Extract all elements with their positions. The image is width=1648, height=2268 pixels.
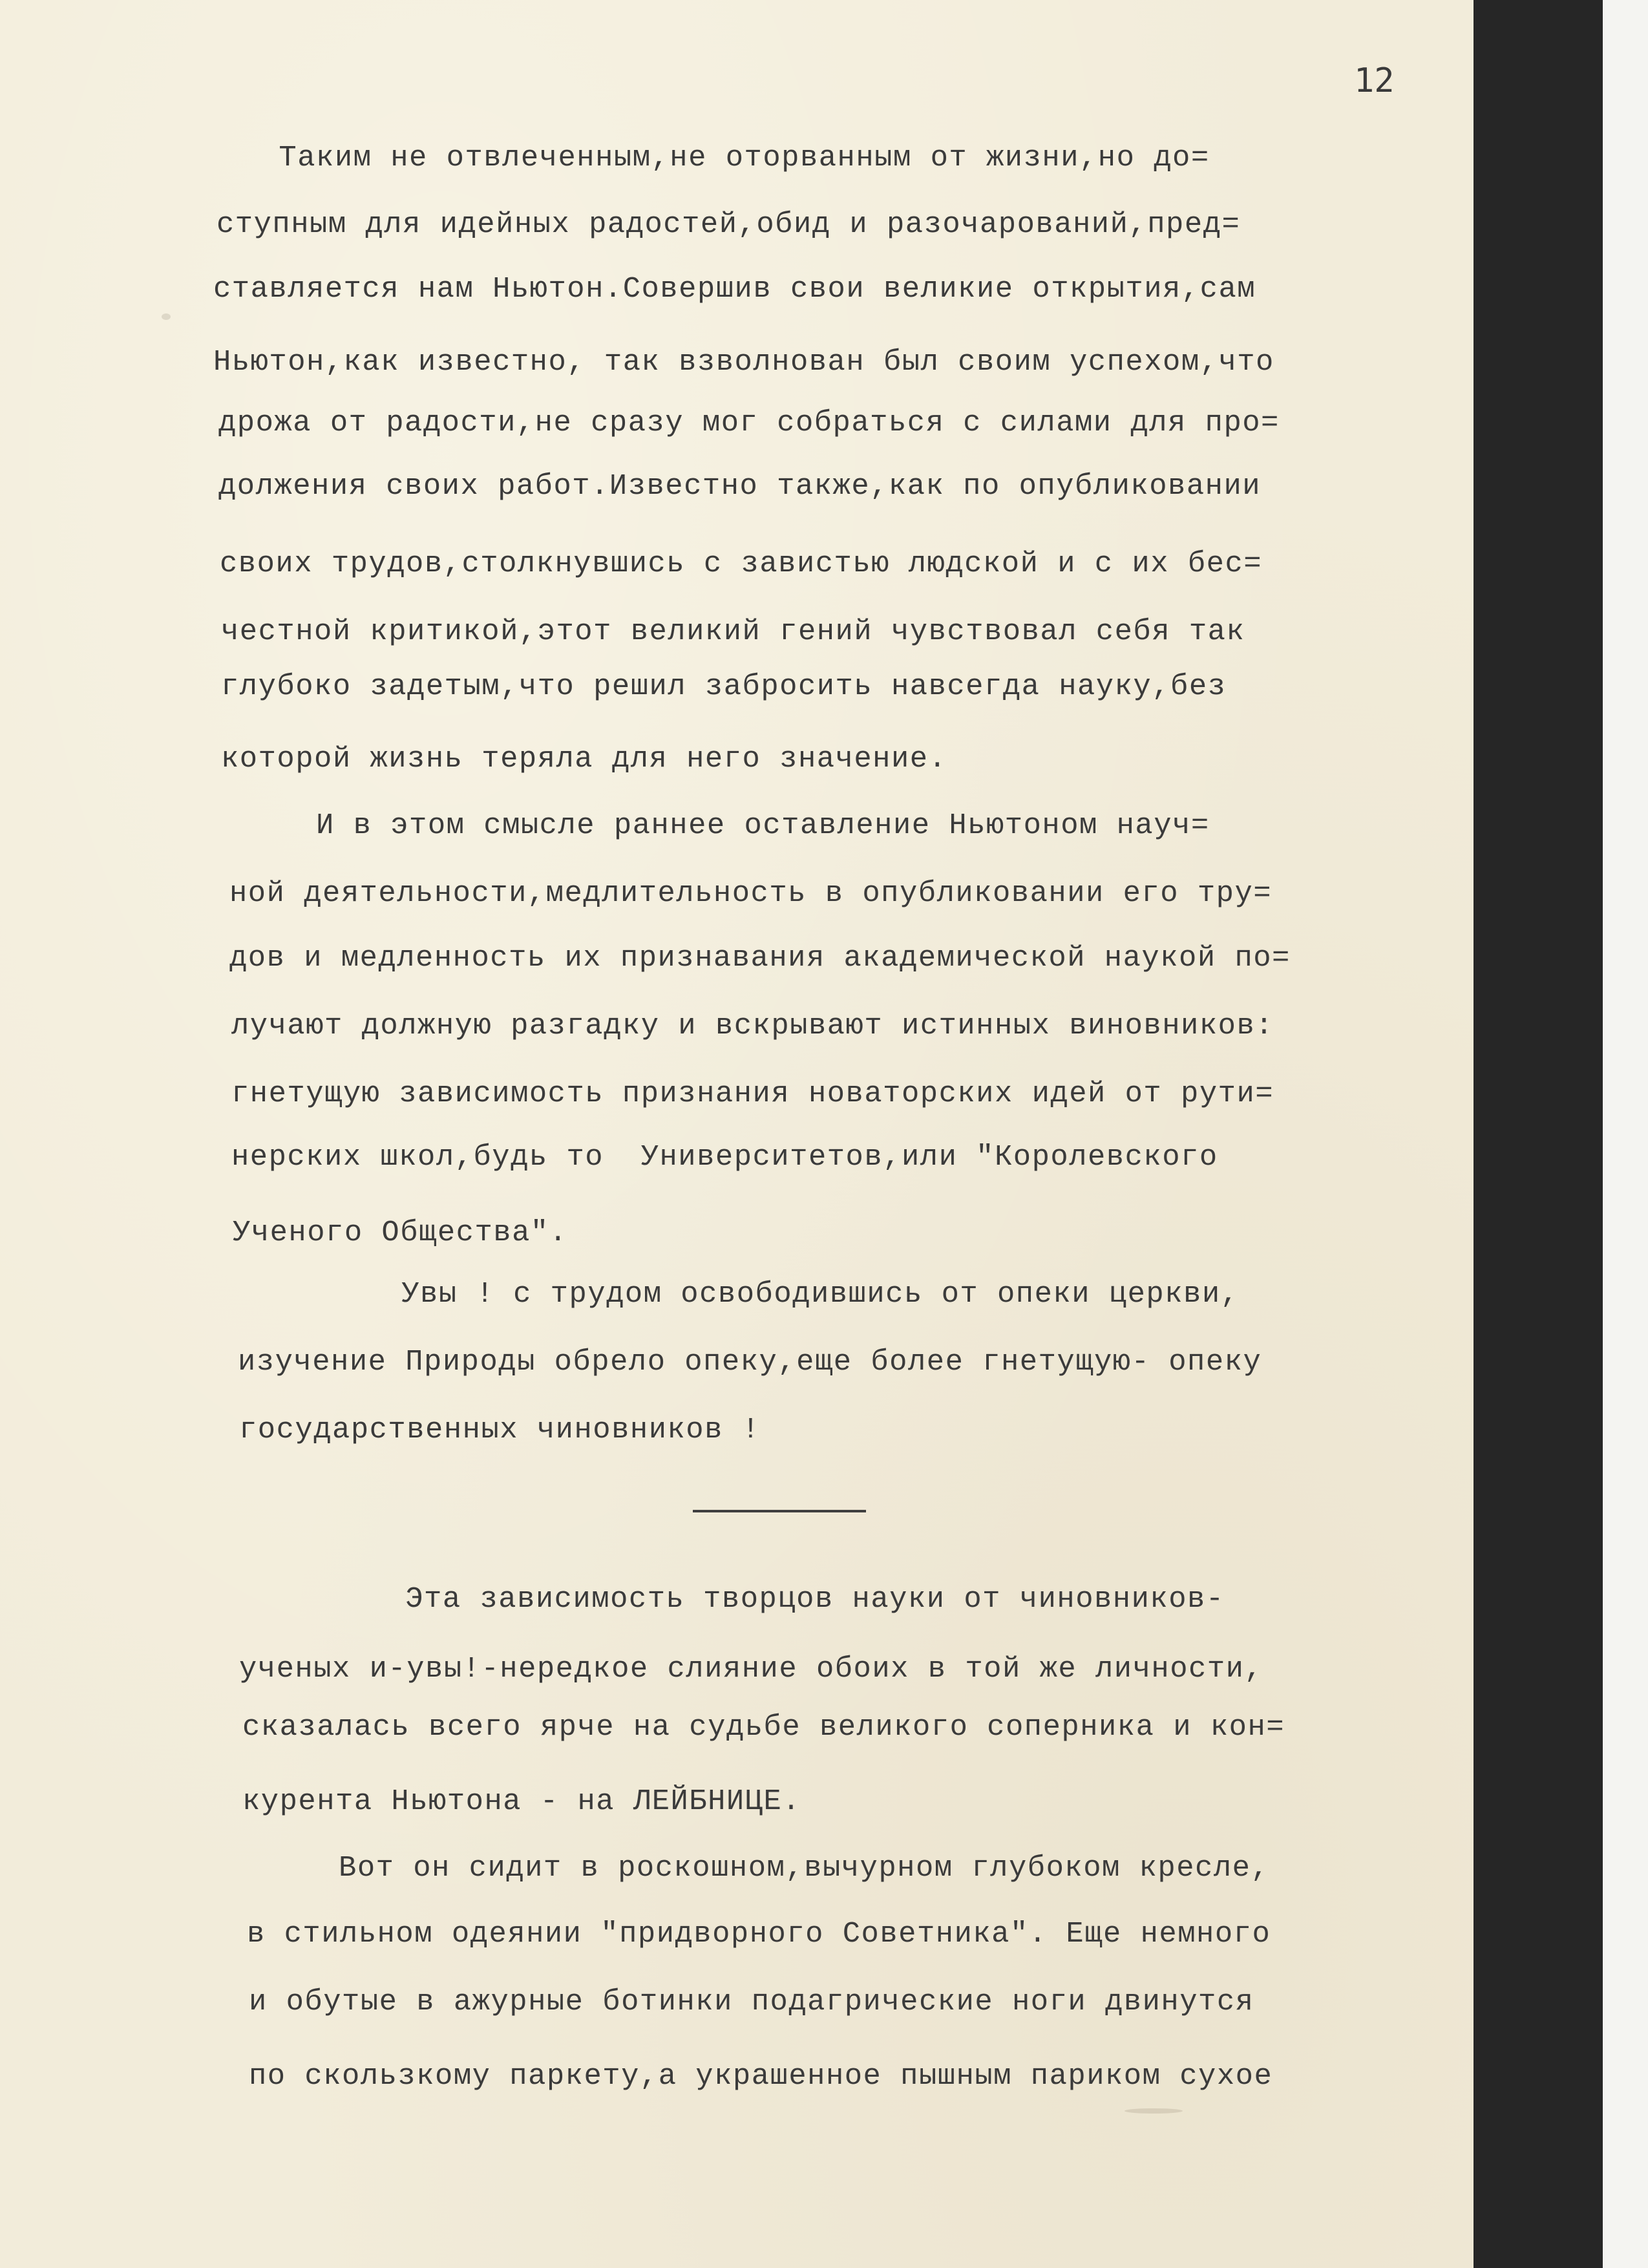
text-line: курента Ньютона - на ЛЕЙБНИЦЕ. <box>242 1785 801 1818</box>
text-line: ной деятельности,медлительность в опубликовании его тру= <box>229 876 1273 910</box>
text-line: лучают должную разгадку и вскрывают истинных виновников: <box>231 1009 1274 1043</box>
text-line: ученых и-увы!-нередкое слияние обоих в той же личности, <box>239 1652 1263 1686</box>
text-line: честной критикой,этот великий гений чувствовал себя так <box>221 615 1245 648</box>
page-number: 12 <box>1354 61 1395 100</box>
text-line: изучение Природы обрело опеку,еще более гнетущую- опеку <box>238 1345 1262 1379</box>
text-line: дов и медленность их признавания академической наукой по= <box>229 941 1291 975</box>
text-line: своих трудов,столкнувшись с завистью людской и с их бес= <box>220 547 1263 580</box>
text-line: государственных чиновников ! <box>239 1413 761 1447</box>
text-line: в стильном одеянии "придворного Советника". Еще немного <box>247 1917 1271 1951</box>
text-line: глубоко задетым,что решил забросить навсегда науку,без <box>221 670 1227 703</box>
text-line: сказалась всего ярче на судьбе великого соперника и кон= <box>242 1710 1285 1744</box>
scanner-edge <box>1603 0 1648 2268</box>
text-line: дрожа от радости,не сразу мог собраться с силами для про= <box>218 406 1280 440</box>
text-line: Вот он сидит в роскошном,вычурном глубоком кресле, <box>246 1851 1270 1885</box>
text-line: ставляется нам Ньютон.Совершив свои великие открытия,сам <box>213 272 1256 306</box>
text-line: гнетущую зависимость признания новаторских идей от рути= <box>231 1077 1274 1110</box>
text-line: по скользкому паркету,а украшенное пышным париком сухое <box>249 2059 1273 2093</box>
text-line: Эта зависимость творцов науки от чиновников- <box>238 1582 1225 1616</box>
text-line: должения своих работ.Известно также,как по опубликовании <box>218 469 1262 503</box>
section-divider <box>693 1510 866 1512</box>
ink-smudge <box>162 313 171 320</box>
text-line: Таким не отвлеченным,не оторванным от жизни,но до= <box>223 141 1210 175</box>
text-line: ступным для идейных радостей,обид и разочарований,пред= <box>217 207 1241 241</box>
text-line: И в этом смысле раннее оставление Ньютоном науч= <box>223 809 1210 842</box>
text-line: Увы ! с трудом освободившись от опеки церкви, <box>234 1277 1240 1311</box>
ink-smudge <box>1125 2108 1183 2114</box>
text-line: нерских школ,будь то Университетов,или "Королевского <box>231 1140 1218 1174</box>
text-line: и обутые в ажурные ботинки подагрические ноги двинутся <box>249 1985 1254 2019</box>
text-line: Ньютон,как известно, так взволнован был своим успехом,что <box>213 345 1274 379</box>
text-line: которой жизнь теряла для него значение. <box>221 742 947 776</box>
text-line: Ученого Общества". <box>233 1216 568 1249</box>
